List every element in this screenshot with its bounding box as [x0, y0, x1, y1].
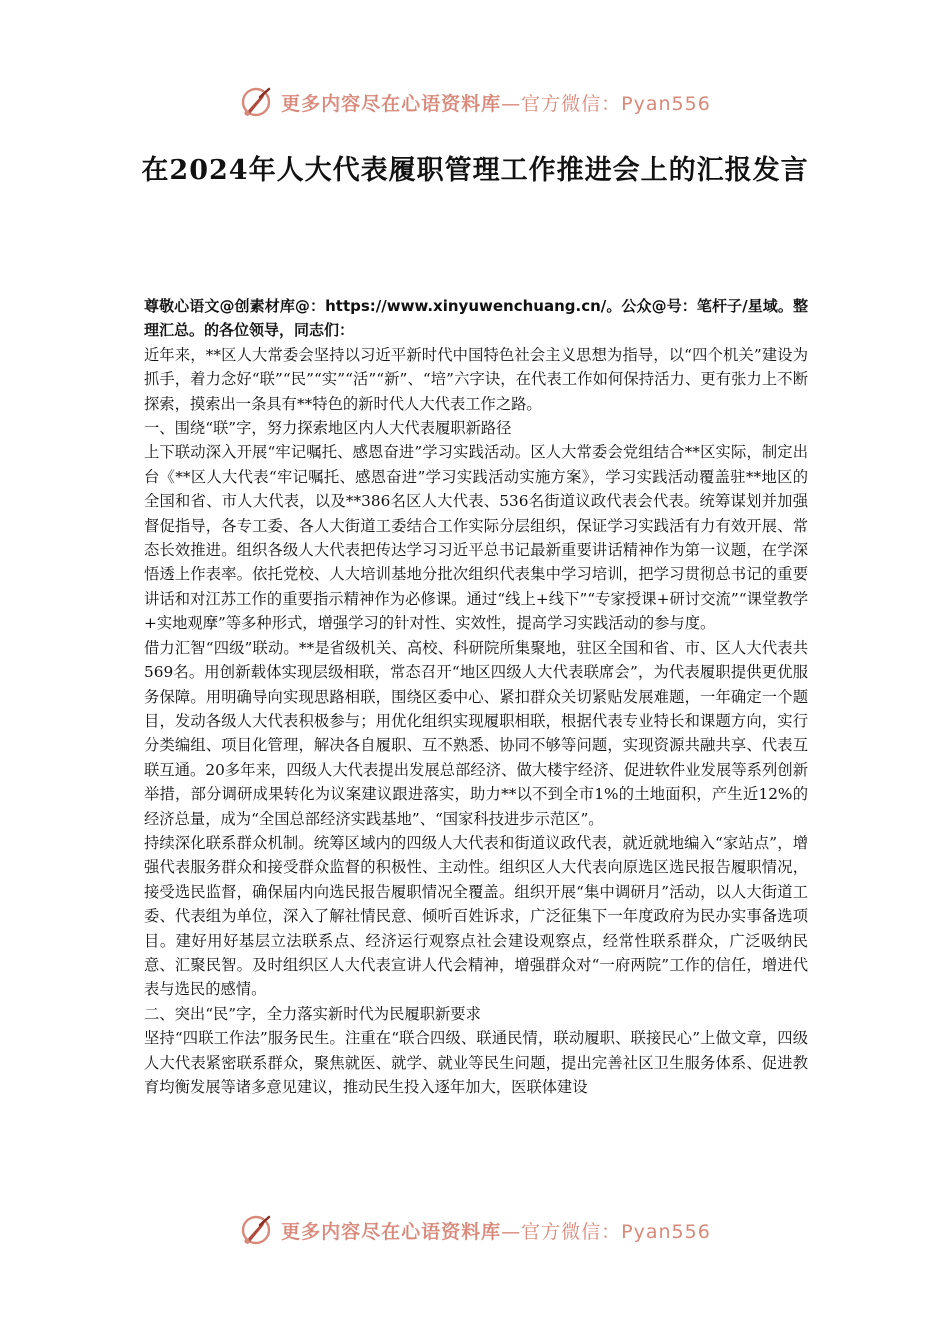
greeting: 尊敬心语文@创素材库@：https://www.xinyuwenchuang.cn/。公众@号：笔杆子/星域。整理汇总。的各位领导，同志们： — [144, 297, 808, 340]
paragraph: 上下联动深入开展“牢记嘱托、感恩奋进”学习实践活动。区人大常委会党组结合**区实际，制定出台《**区人大代表“牢记嘱托、感恩奋进”学习实践活动实施方案》，学习实践活动覆盖驻**地区的全国和省、市人大代表，以及**386名区人大代表、536名街道议政代表会代表。统筹谋划并加强督促指导，各专工委、各人大街道工委结合工作实际分层组织，保证学习实践活有力有效开展、常态长效推进。组织各级人大代表把传达学习习近平总书记最新重要讲话精神作为第一议题，在学深悟透上作表率。依托党校、人大培训基地分批次组织代表集中学习培训，把学习贯彻总书记的重要讲话和对江苏工作的重要指示精神作为必修课。通过“线上+线下”“专家授课+研讨交流”“课堂教学+实地观摩”等多种形式，增强学习的针对性、实效性，提高学习实践活动的参与度。 — [144, 443, 808, 633]
paragraph-intro: 近年来，**区人大常委会坚持以习近平新时代中国特色社会主义思想为指导，以“四个机关”建设为抓手，着力念好“联”“民”“实”“活”“新”、“培”六字诀，在代表工作如何保持活力、更有张力上不断探索，摸索出一条具有**特色的新时代人大代表工作之路。 — [144, 345, 808, 413]
brush-logo-icon — [239, 84, 275, 120]
paragraph: 借力汇智“四级”联动。**是省级机关、高校、科研院所集聚地，驻区全国和省、市、区人大代表共569名。用创新载体实现层级相联，常态召开“地区四级人大代表联席会”，为代表履职提供更优服务保障。用明确导向实现思路相联，围绕区委中心、紧扣群众关切紧贴发展难题，一年确定一个题目，发动各级人大代表积极参与；用优化组织实现履职相联，根据代表专业特长和课题方向，实行分类编组、项目化管理，解决各自履职、互不熟悉、协同不够等问题，实现资源共融共享、代表互联互通。20多年来，四级人大代表提出发展总部经济、做大楼宇经济、促进软件业发展等系列创新举措，部分调研成果转化为议案建议跟进落实，助力**以不到全市1%的土地面积，产生近12%的经济总量，成为“全国总部经济实践基地”、“国家科技进步示范区”。 — [144, 638, 808, 828]
header-banner — [0, 80, 950, 124]
paragraph: 坚持“四联工作法”服务民生。注重在“联合四级、联通民情，联动履职、联接民心”上做文章，四级人大代表紧密联系群众，聚焦就医、就学、就业等民生问题，提出完善社区卫生服务体系、促进教育均衡发展等诸多意见建议，推动民生投入逐年加大，医联体建设 — [144, 1029, 808, 1096]
section-heading-2: 二、突出“民”字，全力落实新时代为民履职新要求 — [144, 1004, 481, 1023]
document-body — [144, 294, 808, 1099]
banner-text: 更多内容尽在心语资料库—官方微信：Pyan556 — [281, 92, 711, 115]
paragraph: 持续深化联系群众机制。统筹区域内的四级人大代表和街道议政代表，就近就地编入“家站点”，增强代表服务群众和接受群众监督的积极性、主动性。组织区人大代表向原选区选民报告履职情况，接受选民监督，确保届内向选民报告履职情况全覆盖。组织开展“集中调研月”活动，以人大街道工委、代表组为单位，深入了解社情民意、倾听百姓诉求，广泛征集下一年度政府为民办实事备选项目。建好用好基层立法联系点、经济运行观察点社会建设观察点，经常性联系群众，广泛吸纳民意、汇聚民智。及时组织区人大代表宣讲人代会精神，增强群众对“一府两院”工作的信任，增进代表与选民的感情。 — [144, 833, 808, 999]
banner-text: 更多内容尽在心语资料库—官方微信：Pyan556 — [281, 1220, 711, 1243]
document-title: 在2024年人大代表履职管理工作推进会上的汇报发言 — [141, 155, 809, 186]
footer-banner — [0, 1208, 950, 1252]
brush-logo-icon — [239, 1212, 275, 1248]
section-heading-1: 一、围绕“联”字，努力探索地区内人大代表履职新路径 — [144, 419, 512, 438]
